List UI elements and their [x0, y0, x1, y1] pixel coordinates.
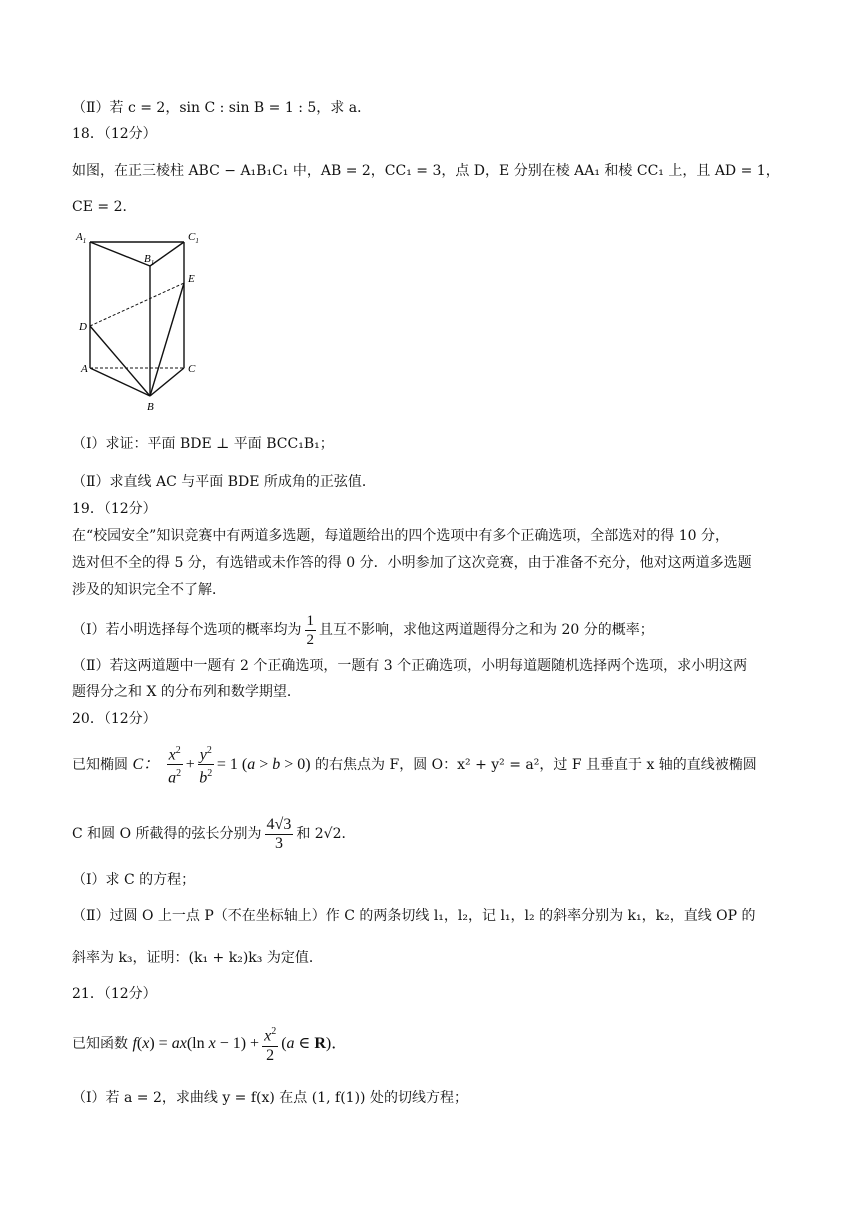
q19-part1	[72, 608, 654, 652]
x-squared-over-2: $\frac{x^2}{2}$	[262, 1023, 278, 1064]
q20-stem-line2-a: C 和圆 O 所截得的弦长分别为	[72, 826, 262, 842]
q17-part2	[72, 98, 371, 118]
q18-stem-line1: 如图，在正三棱柱 ABC − A₁B₁C₁ 中，AB = 2，CC₁ = 3，点 D，E 分别在棱 AA₁ 和棱 CC₁ 上，且 AD = 1，	[72, 163, 780, 179]
q18-heading: 18．（12分）	[72, 126, 157, 142]
q20-stem-line2-b: 和 2√2．	[296, 826, 356, 842]
q20-stem-a: 已知椭圆	[72, 756, 128, 773]
q19-part1-b: 且互不影响，求他这两道题得分之和为 20 分的概率；	[319, 622, 654, 638]
q20-stem-b: 的右焦点为 F，圆 O：x² + y² = a²，过 F 且垂直于 x 轴的直线被椭圆	[315, 756, 757, 773]
label-a: A	[81, 363, 88, 375]
half-fraction	[305, 612, 317, 649]
chord-length-fraction: $\frac{4√3}{3}$	[266, 815, 292, 852]
q20-stem-line1: 已知椭圆 C： $\frac{x^2}{a^2}$ + $\frac{y^2}{b^2}$ = 1 (a > b > 0) 的右焦点为 F，圆 O：x² + y² = a²，过 F 且垂直于 x 轴的直线被椭圆	[72, 742, 757, 788]
prism-figure	[72, 228, 212, 416]
q21-heading: 21．（12分）	[72, 986, 157, 1002]
q20-part1: （Ⅰ）求 C 的方程；	[72, 872, 196, 888]
q21-stem: 已知函数 f(x) = ax(ln x − 1) + $\frac{x^2}{2}$ (a ∈ R)．	[72, 1022, 347, 1066]
q20-stem-line2	[72, 812, 356, 856]
q19-stem-line2: 选对但不全的得 5 分，有选错或未作答的得 0 分．小明参加了这次竞赛，由于准备不充分，他对这两道多选题	[72, 555, 752, 571]
q19-stem-line1: 在“校园安全”知识竞赛中有两道多选题，每道题给出的四个选项中有多个正确选项，全部选对的得 10 分，	[72, 528, 730, 544]
q20-part2-line1: （Ⅱ）过圆 O 上一点 P（不在坐标轴上）作 C 的两条切线 l₁，l₂，记 l₁，l₂ 的斜率分别为 k₁，k₂，直线 OP 的	[72, 908, 756, 924]
label-b: B	[147, 401, 154, 413]
q19-part2-line1: （Ⅱ）若这两道题中一题有 2 个正确选项，一题有 3 个正确选项，小明每道题随机选择两个选项，求小明这两	[72, 658, 748, 674]
fraction-numerator: 1	[306, 612, 315, 629]
q19-part1-a: （Ⅰ）若小明选择每个选项的概率均为	[72, 622, 302, 638]
label-c: C	[188, 363, 196, 375]
q18-part1: （Ⅰ）求证：平面 BDE ⊥ 平面 BCC₁B₁；	[72, 436, 334, 452]
q20-heading: 20．（12分）	[72, 711, 157, 727]
q18-stem-line2: CE = 2．	[72, 199, 137, 215]
q19-part2-line2: 题得分之和 X 的分布列和数学期望．	[72, 684, 301, 700]
q20-part2-line2: 斜率为 k₃，证明：(k₁ + k₂)k₃ 为定值．	[72, 950, 323, 966]
fraction-denominator: 2	[306, 631, 315, 648]
q17-part2-text: （Ⅱ）若 c = 2，sin C : sin B = 1 : 5，求 a．	[72, 100, 372, 116]
x-over-a-fraction: $\frac{x^2}{a^2}$	[167, 742, 183, 788]
q18-part2: （Ⅱ）求直线 AC 与平面 BDE 所成角的正弦值．	[72, 474, 376, 490]
q19-heading: 19．（12分）	[72, 501, 157, 517]
label-b1: $B_1$	[144, 253, 155, 267]
q21-stem-a: 已知函数	[72, 1036, 128, 1052]
q19-stem-line3: 涉及的知识完全不了解．	[72, 582, 226, 598]
ellipse-name: C：	[132, 755, 160, 773]
label-c1: $C_1$	[188, 231, 199, 245]
q21-part1: （Ⅰ）若 a = 2，求曲线 y = f(x) 在点 (1, f(1)) 处的切线方程；	[72, 1090, 468, 1106]
label-e: E	[188, 273, 195, 285]
label-d: D	[79, 321, 87, 333]
y-over-b-fraction: $\frac{y^2}{b^2}$	[198, 742, 214, 788]
label-a1: $A_1$	[76, 231, 87, 245]
